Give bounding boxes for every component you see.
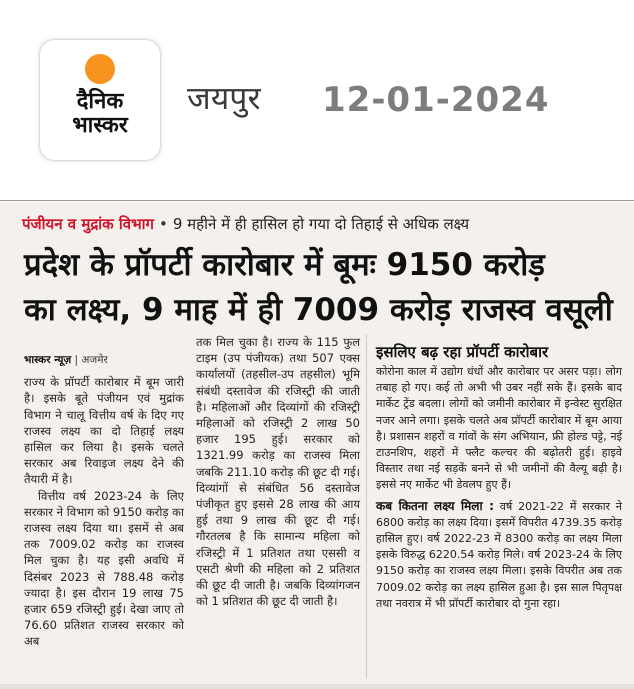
article-column-2 [196, 334, 360, 609]
edition-date: 12-01-2024 [322, 80, 550, 120]
headline-line-1: प्रदेश के प्रॉपर्टी कारोबार में बूमः 9150 करोड़ [24, 247, 545, 283]
newspaper-header [0, 0, 634, 200]
sidebar-heading: इसलिए बढ़ रहा प्रॉपर्टी कारोबार [376, 343, 549, 361]
dainik-bhaskar-logo [40, 40, 160, 160]
edition-city: जयपुर [187, 79, 261, 117]
paragraph [376, 498, 622, 612]
sun-icon [85, 54, 115, 84]
paragraph: कोरोना काल में उद्योग धंधों और कारोबार पर असर पड़ा। लोग तबाह हो गए। कई तो अभी भी उबर नहीं सके हैं। इसके बाद मार्केट ट्रेंड बदला। लोगों को जमीनी कारोबार में इन्वेस्ट सुरक्षित नजर आने लगा। इसके चलते अब प्रॉपर्टी कारोबार में बूम आया है। प्रशासन शहरों व गांवों के संग अभियान, फ्री होल्ड पट्टे, नई टाउनशिप, शहरों में फ्लैट कल्चर की बढ़ोतरी हुई। हाइवे विस्तार तथा नई सड़कें बनने से भी जमीनों की वैल्यू बढ़ी है। इससे नए मार्केट भी डेवलप हुए हैं। [376, 365, 622, 492]
column-divider [366, 334, 367, 679]
header-divider [0, 200, 634, 201]
headline-line-2: का लक्ष्य, 9 माह में ही 7009 करोड़ राजस्व वसूली [24, 292, 613, 328]
paragraph: वित्तीय वर्ष 2023-24 के लिए सरकार ने विभाग को 9150 करोड़ का राजस्व लक्ष्य दिया था। इसमें से अब तक 7009.02 करोड़ का राजस्व मिल चुका है। यह इसी अवधि में दिसंबर 2023 से 788.48 करोड़ ज्यादा है। इस दौरान 19 लाख 75 हजार 659 रजिस्ट्री हुई। देखा जाए तो 76.60 प्रतिशत राजस्व सरकार को अब [24, 488, 184, 649]
logo-text-line2: भास्कर [72, 113, 128, 138]
byline-source: भास्कर न्यूज़ [24, 354, 72, 366]
kicker-subtitle: 9 महीने में ही हासिल हो गया दो तिहाई से अधिक लक्ष्य [172, 215, 470, 233]
bullet-icon: • [159, 215, 168, 233]
article-column-3 [376, 364, 622, 612]
paragraph: तक मिल चुका है। राज्य के 115 फुल टाइम (उप पंजीयक) तथा 507 एक्स कार्यालयों (तहसील-उप तहसील) भूमि संबंधी दस्तावेज की रजिस्ट्री की जाती है। महिलाओं और दिव्यांगों की रजिस्ट्री महिलाओं को रजिस्ट्री 2 लाख 50 हजार 195 हुई। सरकार को 1321.99 करोड़ का राजस्व मिला जबकि 211.10 करोड़ की छूट दी गई। दिव्यांगों से संबंधित 56 दस्तावेज पंजीकृत हुए इससे 28 लाख की आय हुई तथा 9 लाख की छूट दी गई। गौरतलब है कि सामान्य महिला को रजिस्ट्री में 1 प्रतिशत तथा एससी व एसटी श्रेणी की महिला को 2 प्रतिशत की छूट दी जाती है। जबकि दिव्यांगजन को 1 प्रतिशत की छूट दी जाती है। [196, 335, 360, 609]
byline-city: अजमेर [81, 354, 108, 366]
byline: भास्कर न्यूज़ | अजमेर [24, 354, 108, 366]
news-clipping [0, 202, 634, 689]
clipping-bottom-edge [0, 684, 634, 689]
kicker-section: पंजीयन व मुद्रांक विभाग [22, 215, 155, 233]
article-column-1 [24, 352, 184, 650]
article-kicker [22, 214, 469, 234]
logo-text-line1: दैनिक [76, 89, 124, 114]
paragraph-text: वर्ष 2021-22 में सरकार ने 6800 करोड़ का लक्ष्य दिया। इसमें विपरीत 4739.35 करोड़ हासिल हुए। वर्ष 2022-23 में 8300 करोड़ का लक्ष्य मिला इसके विरुद्ध 6220.54 करोड़ मिले। वर्ष 2023-24 के लिए 9150 करोड़ का राजस्व लक्ष्य मिला। इसके विपरीत अब तक 7009.02 करोड़ का लक्ष्य हासिल हुआ है। इस साल पितृपक्ष तथा नवरात्र में भी प्रॉपर्टी कारोबार दो गुना रहा। [376, 499, 622, 610]
paragraph: राज्य के प्रॉपर्टी कारोबार में बूम जारी है। इसके बूते पंजीयन एवं मुद्रांक विभाग ने चालू वित्तीय वर्ष के दिए गए राजस्व लक्ष्य का दो तिहाई लक्ष्य हासिल कर लिया है। इसके चलते सरकार अब रिवाइज लक्ष्य देने की तैयारी में है। [24, 375, 184, 487]
subheading: कब कितना लक्ष्य मिला : [376, 498, 494, 513]
